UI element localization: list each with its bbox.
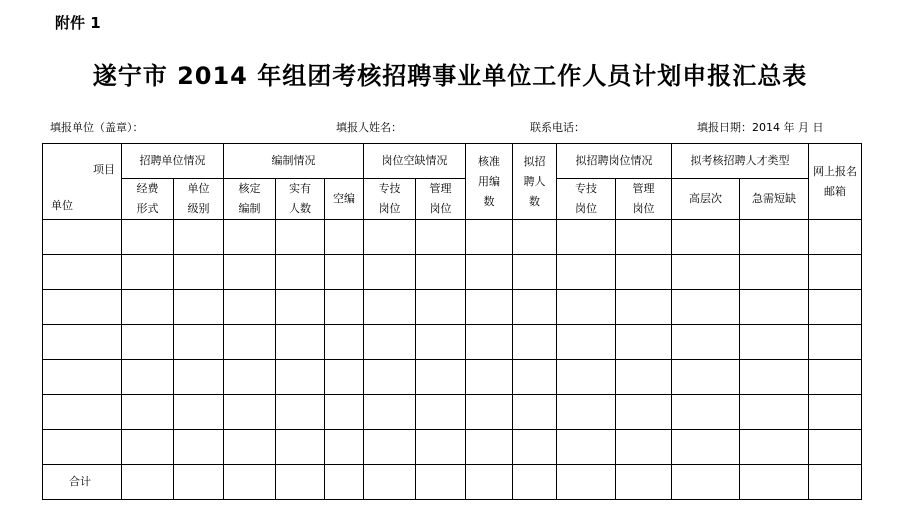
total-cell[interactable] xyxy=(325,465,364,500)
table-cell[interactable] xyxy=(174,395,224,430)
table-cell[interactable] xyxy=(557,290,616,325)
table-cell[interactable] xyxy=(276,220,325,255)
table-row xyxy=(43,255,862,290)
table-cell[interactable] xyxy=(557,220,616,255)
header-tech-post-1: 专技岗位 xyxy=(364,179,416,220)
table-cell[interactable] xyxy=(224,220,276,255)
header-recruit-unit: 招聘单位情况 xyxy=(122,144,224,179)
table-cell[interactable] xyxy=(616,255,672,290)
table-row xyxy=(43,220,862,255)
meta-date: 填报日期：2014 年 月 日 xyxy=(697,121,824,134)
header-unit: 单位 xyxy=(51,199,73,212)
total-label: 合计 xyxy=(43,465,122,500)
table-cell[interactable] xyxy=(466,290,513,325)
table-cell[interactable] xyxy=(557,360,616,395)
table-cell[interactable] xyxy=(740,220,809,255)
page-title: 遂宁市 2014 年组团考核招聘事业单位工作人员计划申报汇总表 xyxy=(92,62,808,90)
header-level: 单位级别 xyxy=(174,179,224,220)
meta-person: 填报人姓名： xyxy=(336,121,402,134)
total-cell[interactable] xyxy=(616,465,672,500)
table-cell[interactable] xyxy=(325,220,364,255)
total-cell[interactable] xyxy=(466,465,513,500)
table-cell[interactable] xyxy=(466,395,513,430)
header-email: 网上报名邮箱 xyxy=(809,144,862,220)
table-cell[interactable] xyxy=(43,220,122,255)
table-cell[interactable] xyxy=(276,430,325,465)
meta-unit: 填报单位（盖章）： xyxy=(50,121,144,134)
header-planned: 拟招聘人数 xyxy=(513,144,557,220)
table-cell[interactable] xyxy=(513,325,557,360)
table-cell[interactable] xyxy=(672,430,740,465)
table-cell[interactable] xyxy=(325,395,364,430)
table-cell[interactable] xyxy=(557,325,616,360)
table-cell[interactable] xyxy=(809,430,862,465)
table-cell[interactable] xyxy=(740,395,809,430)
table-cell[interactable] xyxy=(122,325,174,360)
table-cell[interactable] xyxy=(174,220,224,255)
table-cell[interactable] xyxy=(43,255,122,290)
table-cell[interactable] xyxy=(672,255,740,290)
table-cell[interactable] xyxy=(616,325,672,360)
total-cell[interactable] xyxy=(809,465,862,500)
table-cell[interactable] xyxy=(122,395,174,430)
header-post-vacancy: 岗位空缺情况 xyxy=(364,144,466,179)
header-staffing: 编制情况 xyxy=(224,144,364,179)
table-cell[interactable] xyxy=(513,395,557,430)
table-cell[interactable] xyxy=(809,360,862,395)
total-cell[interactable] xyxy=(364,465,416,500)
total-cell[interactable] xyxy=(224,465,276,500)
table-cell[interactable] xyxy=(416,220,466,255)
table-cell[interactable] xyxy=(672,220,740,255)
table-cell[interactable] xyxy=(43,290,122,325)
header-approved-use: 核准用编数 xyxy=(466,144,513,220)
header-urgent: 急需短缺 xyxy=(740,179,809,220)
table-cell[interactable] xyxy=(672,395,740,430)
table-cell[interactable] xyxy=(809,325,862,360)
table-cell[interactable] xyxy=(122,430,174,465)
table-cell[interactable] xyxy=(364,220,416,255)
header-high-level: 高层次 xyxy=(672,179,740,220)
table-cell[interactable] xyxy=(466,430,513,465)
table-cell[interactable] xyxy=(416,360,466,395)
table-cell[interactable] xyxy=(174,290,224,325)
table-cell[interactable] xyxy=(224,255,276,290)
table-cell[interactable] xyxy=(276,325,325,360)
corner-header xyxy=(43,144,122,220)
table-row xyxy=(43,395,862,430)
table-cell[interactable] xyxy=(325,325,364,360)
table-cell[interactable] xyxy=(740,430,809,465)
meta-phone: 联系电话： xyxy=(530,121,585,134)
total-cell[interactable] xyxy=(672,465,740,500)
header-item: 项目 xyxy=(93,163,115,176)
table-cell[interactable] xyxy=(513,220,557,255)
table-cell[interactable] xyxy=(276,290,325,325)
table-cell[interactable] xyxy=(416,290,466,325)
table-cell[interactable] xyxy=(224,290,276,325)
header-vacancy: 空编 xyxy=(325,179,364,220)
table-cell[interactable] xyxy=(466,255,513,290)
table-row xyxy=(43,290,862,325)
table-cell[interactable] xyxy=(740,360,809,395)
total-cell[interactable] xyxy=(416,465,466,500)
table-cell[interactable] xyxy=(809,220,862,255)
table-cell[interactable] xyxy=(466,360,513,395)
table-cell[interactable] xyxy=(672,360,740,395)
total-cell[interactable] xyxy=(557,465,616,500)
table-cell[interactable] xyxy=(43,360,122,395)
table-cell[interactable] xyxy=(416,430,466,465)
header-approved: 核定编制 xyxy=(224,179,276,220)
table-cell[interactable] xyxy=(43,395,122,430)
table-cell[interactable] xyxy=(122,360,174,395)
table-cell[interactable] xyxy=(513,255,557,290)
table-cell[interactable] xyxy=(122,290,174,325)
table-cell[interactable] xyxy=(364,360,416,395)
table-cell[interactable] xyxy=(616,290,672,325)
table-cell[interactable] xyxy=(513,360,557,395)
table-cell[interactable] xyxy=(416,255,466,290)
attachment-label: 附件 1 xyxy=(55,14,101,32)
total-cell[interactable] xyxy=(174,465,224,500)
table-cell[interactable] xyxy=(174,360,224,395)
table-cell[interactable] xyxy=(325,360,364,395)
table-cell[interactable] xyxy=(122,220,174,255)
table-cell[interactable] xyxy=(364,290,416,325)
total-cell[interactable] xyxy=(122,465,174,500)
table-cell[interactable] xyxy=(174,430,224,465)
total-cell[interactable] xyxy=(513,465,557,500)
table-cell[interactable] xyxy=(364,430,416,465)
table-cell[interactable] xyxy=(616,430,672,465)
table-cell[interactable] xyxy=(364,325,416,360)
table-cell[interactable] xyxy=(364,255,416,290)
table-row xyxy=(43,360,862,395)
table-cell[interactable] xyxy=(224,430,276,465)
header-talent-type: 拟考核招聘人才类型 xyxy=(672,144,809,179)
table-cell[interactable] xyxy=(224,395,276,430)
table-cell[interactable] xyxy=(224,325,276,360)
summary-table xyxy=(42,143,862,500)
header-funding: 经费形式 xyxy=(122,179,174,220)
table-cell[interactable] xyxy=(466,325,513,360)
header-mgmt-post-1: 管理岗位 xyxy=(416,179,466,220)
table-cell[interactable] xyxy=(557,255,616,290)
table-cell[interactable] xyxy=(325,255,364,290)
table-cell[interactable] xyxy=(616,360,672,395)
table-cell[interactable] xyxy=(466,220,513,255)
table-cell[interactable] xyxy=(740,325,809,360)
table-cell[interactable] xyxy=(43,430,122,465)
table-cell[interactable] xyxy=(122,255,174,290)
total-cell[interactable] xyxy=(276,465,325,500)
table-cell[interactable] xyxy=(224,360,276,395)
table-cell[interactable] xyxy=(672,290,740,325)
table-cell[interactable] xyxy=(616,220,672,255)
table-cell[interactable] xyxy=(616,395,672,430)
total-cell[interactable] xyxy=(740,465,809,500)
table-cell[interactable] xyxy=(513,290,557,325)
table-cell[interactable] xyxy=(276,255,325,290)
table-cell[interactable] xyxy=(276,395,325,430)
table-cell[interactable] xyxy=(416,395,466,430)
table-cell[interactable] xyxy=(174,255,224,290)
header-planned-post: 拟招聘岗位情况 xyxy=(557,144,672,179)
table-cell[interactable] xyxy=(325,290,364,325)
table-cell[interactable] xyxy=(809,290,862,325)
header-tech-post-2: 专技岗位 xyxy=(557,179,616,220)
table-cell[interactable] xyxy=(513,430,557,465)
table-cell[interactable] xyxy=(325,430,364,465)
table-cell[interactable] xyxy=(672,325,740,360)
table-row xyxy=(43,325,862,360)
table-cell[interactable] xyxy=(416,325,466,360)
table-cell[interactable] xyxy=(740,290,809,325)
table-cell[interactable] xyxy=(174,325,224,360)
table-cell[interactable] xyxy=(809,395,862,430)
table-cell[interactable] xyxy=(43,325,122,360)
table-cell[interactable] xyxy=(276,360,325,395)
table-cell[interactable] xyxy=(809,255,862,290)
table-row xyxy=(43,430,862,465)
header-mgmt-post-2: 管理岗位 xyxy=(616,179,672,220)
table-cell[interactable] xyxy=(740,255,809,290)
header-actual: 实有人数 xyxy=(276,179,325,220)
table-cell[interactable] xyxy=(557,430,616,465)
table-cell[interactable] xyxy=(364,395,416,430)
table-cell[interactable] xyxy=(557,395,616,430)
